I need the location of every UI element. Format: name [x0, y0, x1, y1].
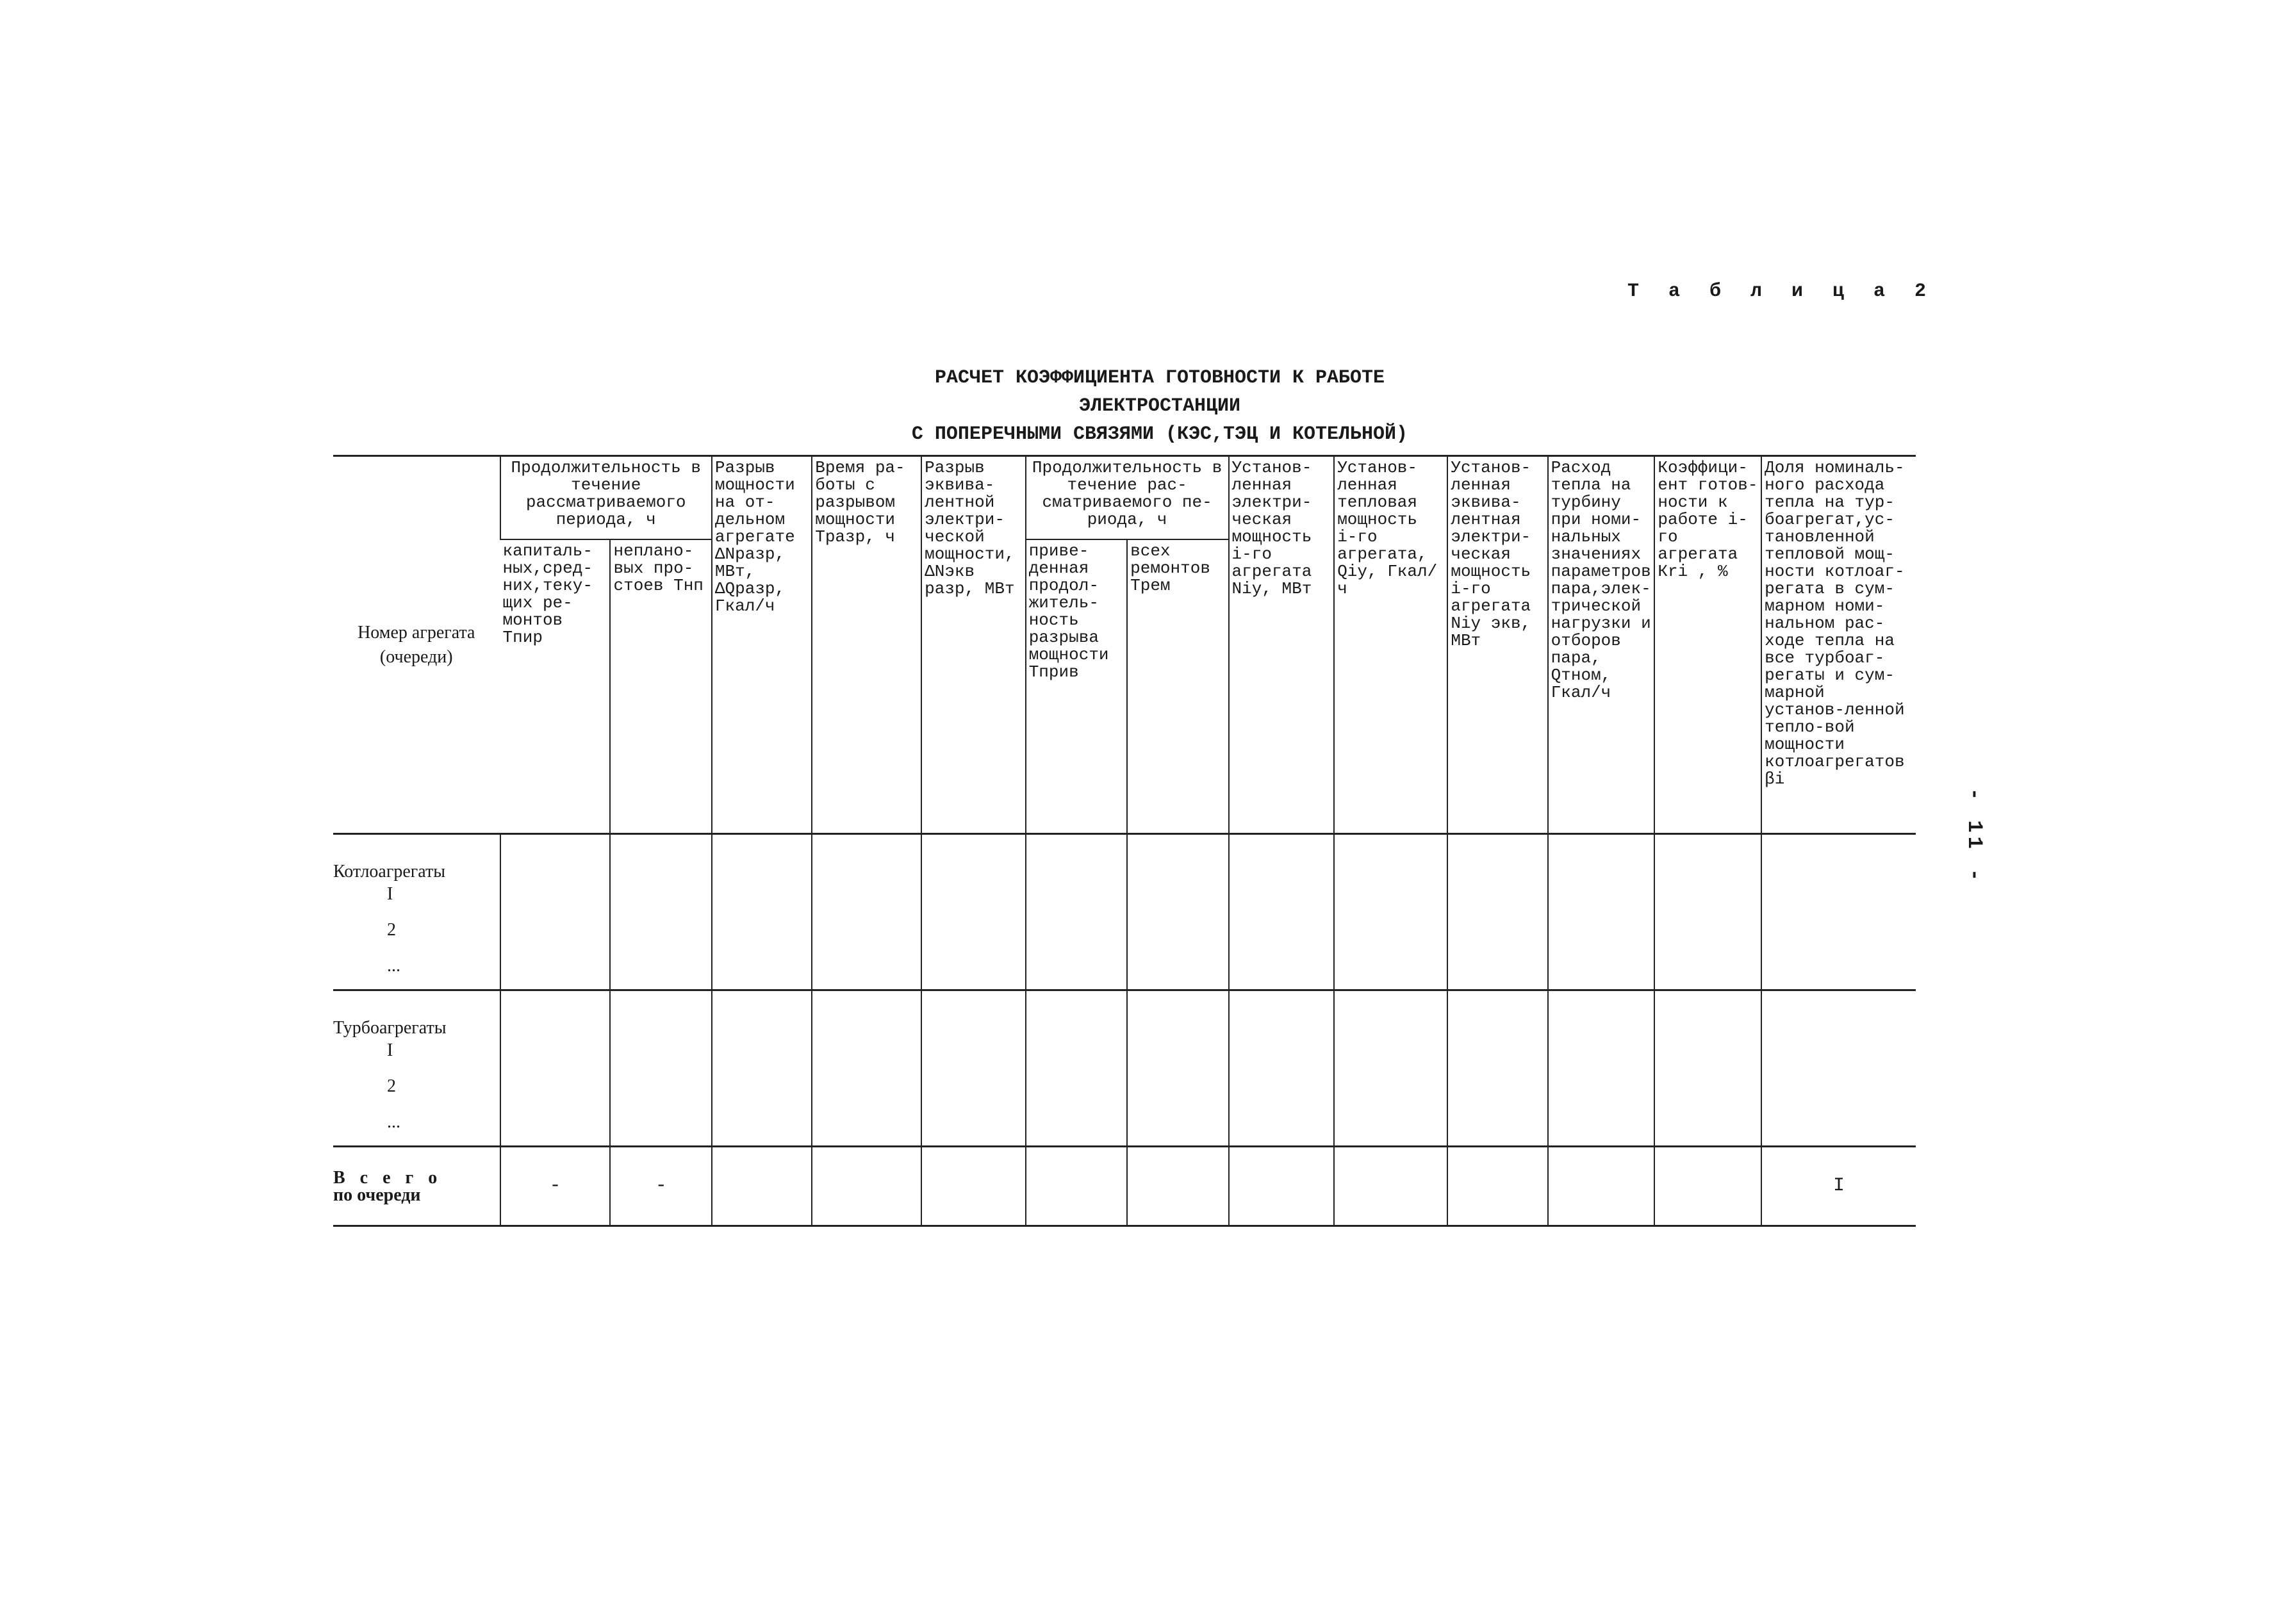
header-duration-unplanned: неплано-вых про-стоев Тнп — [610, 539, 711, 834]
header-duration2-group: Продолжительность в течение рас-сматриваемого пе-риода, ч — [1026, 456, 1229, 539]
section-boilers-title: Котлоагрегаты — [333, 834, 500, 883]
header-readiness-coef: Коэффици-ент готов-ности к работе i-го агрегата Кri , % — [1654, 456, 1761, 834]
header-installed-thermal: Установ-ленная тепловая мощность i-го агрегата, Qiу, Гкал/ч — [1334, 456, 1447, 834]
table-number: Т а б л и ц а 2 — [1627, 281, 1936, 302]
header-share: Доля номиналь-ного расхода тепла на тур-боагрегат,ус-тановленной тепловой мощ-ности котлоаг-регата в сум-марном номи-нальном рас-ходе тепла на все турбоаг-регаты и сум-марной установ-ленной тепло-вой мощности котлоагрегатов βi — [1761, 456, 1916, 834]
boiler-row-2: 2 — [387, 919, 396, 940]
section-turbines-title: Турбоагрегаты — [333, 990, 500, 1039]
total-label — [333, 1147, 500, 1226]
header-installed-equiv: Установ-ленная эквива-лентная электри-ческая мощность i-го агрегата Niу экв, МВт — [1447, 456, 1547, 834]
total-label-line-1: В с е г о — [333, 1167, 443, 1188]
header-power-gap: Разрыв мощности на от-дельном агрегате ΔNразр, МВт, ΔQразр, Гкал/ч — [712, 456, 812, 834]
header-duration-repairs: капиталь-ных,сред-них,теку-щих ре-монтов Тпир — [502, 541, 593, 647]
boiler-row-1: I — [387, 883, 393, 904]
total-share-value: I — [1761, 1147, 1916, 1226]
turbine-row-2: 2 — [387, 1076, 396, 1096]
header-equiv-gap: Разрыв эквива-лентной электри-ческой мощности, ΔNэкв разр, МВт — [921, 456, 1026, 834]
header-duration2-reduced: приве-денная продол-житель-ность разрыва мощности Тприв — [1026, 539, 1127, 834]
header-duration-group: Продолжительность в течение рассматриваемого периода, ч — [500, 456, 712, 539]
page-number: - 11 - — [1963, 788, 1986, 885]
title-line-2: С ПОПЕРЕЧНЫМИ СВЯЗЯМИ (КЭС,ТЭЦ И КОТЕЛЬНОЙ) — [911, 423, 1408, 445]
readiness-table — [333, 455, 1916, 1227]
turbine-row-ellipsis: ... — [387, 1111, 400, 1132]
header-duration2-all: всех ремонтов Трем — [1127, 539, 1228, 834]
document-title — [852, 364, 1467, 448]
total-label-line-2: по очереди — [333, 1185, 421, 1205]
total-unplanned-dash: - — [610, 1147, 711, 1226]
boiler-row-ellipsis: ... — [387, 955, 400, 976]
total-repairs-dash: - — [500, 1147, 611, 1226]
header-unit: Номер агрегата (очереди) — [333, 456, 500, 834]
title-line-1: РАСЧЕТ КОЭФФИЦИЕНТА ГОТОВНОСТИ К РАБОТЕ ЭЛЕКТРОСТАНЦИИ — [934, 367, 1385, 417]
header-installed-electric: Установ-ленная электри-ческая мощность i-го агрегата Niу, МВт — [1229, 456, 1335, 834]
turbine-row-1: I — [387, 1040, 393, 1060]
header-heat-consumption: Расход тепла на турбину при номи-нальных значениях параметров пара,элек-трической нагрузки и отборов пара, Qтном, Гкал/ч — [1548, 456, 1655, 834]
header-work-time: Время ра-боты с разрывом мощности Tразр, ч — [812, 456, 921, 834]
